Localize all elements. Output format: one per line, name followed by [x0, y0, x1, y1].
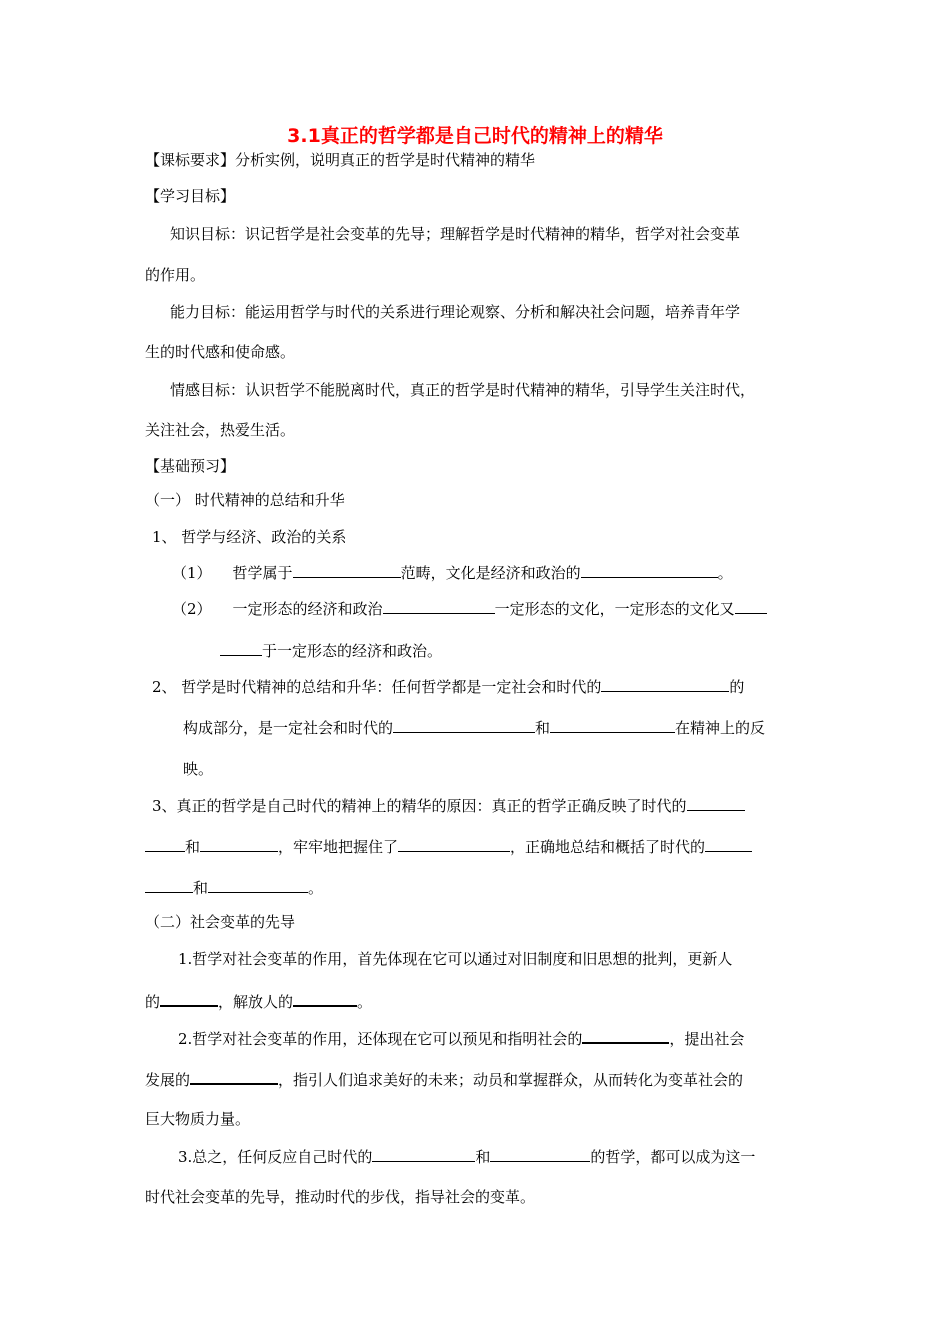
s2-item-1-cont	[145, 990, 372, 1012]
knowledge-objective-cont: 的作用。	[145, 266, 206, 284]
item-text: ，牢牢地把握住了	[278, 838, 399, 856]
emotion-objective-cont: 关注社会，热爱生活。	[145, 421, 296, 439]
fill-blank[interactable]	[208, 877, 308, 893]
list-item-1-2-cont	[220, 640, 442, 661]
item-text: 。	[308, 879, 324, 897]
objectives-heading: 【学习目标】	[145, 187, 236, 205]
curriculum-text: 分析实例，说明真正的哲学是时代精神的精华	[235, 151, 536, 169]
item-text: 。	[717, 564, 733, 582]
item-text: 。	[357, 993, 373, 1011]
item-text: 2、 哲学是时代精神的总结和升华：任何哲学都是一定社会和时代的	[152, 678, 602, 696]
fill-blank[interactable]	[220, 640, 262, 656]
fill-blank[interactable]	[160, 990, 218, 1007]
list-item-2-end: 映。	[183, 760, 214, 778]
fill-blank[interactable]	[145, 836, 185, 852]
item-text: 于一定形态的经济和政治。	[262, 642, 443, 660]
s2-item-2	[178, 1027, 744, 1049]
fill-blank[interactable]	[293, 990, 357, 1007]
preview-heading: 【基础预习】	[145, 457, 236, 475]
item-text: 一定形态的经济和政治	[232, 600, 383, 618]
item-text: 3、真正的哲学是自己时代的精神上的精华的原因：真正的哲学正确反映了时代的	[152, 797, 687, 815]
fill-blank[interactable]	[490, 1146, 590, 1162]
section-heading-1: （一） 时代精神的总结和升华	[145, 491, 345, 509]
item-text: 发展的	[145, 1071, 191, 1089]
item-text: 在精神上的反	[675, 719, 766, 737]
item-text: 和	[535, 719, 551, 737]
fill-blank[interactable]	[550, 717, 675, 733]
fill-blank[interactable]	[393, 717, 535, 733]
list-item-1-2	[172, 598, 767, 619]
fill-blank[interactable]	[582, 1027, 669, 1044]
item-text: ，指引人们追求美好的未来；动员和掌握群众，从而转化为变革社会的	[278, 1071, 744, 1089]
fill-blank[interactable]	[705, 836, 752, 852]
item-text: ，正确地总结和概括了时代的	[510, 838, 706, 856]
item-text: 和	[193, 879, 209, 897]
curriculum-heading: 【课标要求】	[145, 151, 236, 169]
section-heading-2: （二）社会变革的先导	[145, 913, 296, 931]
fill-blank[interactable]	[293, 562, 401, 578]
fill-blank[interactable]	[372, 1146, 475, 1162]
fill-blank[interactable]	[601, 676, 729, 692]
list-item-2	[152, 676, 744, 697]
item-text: 2.哲学对社会变革的作用，还体现在它可以预见和指明社会的	[178, 1030, 583, 1048]
fill-blank[interactable]	[735, 598, 767, 614]
s2-item-1: 1.哲学对社会变革的作用，首先体现在它可以通过对旧制度和旧思想的批判，更新人	[178, 950, 733, 968]
item-text: 构成部分，是一定社会和时代的	[183, 719, 394, 737]
item-text: 的哲学，都可以成为这一	[590, 1148, 756, 1166]
item-text: 3.总之，任何反应自己时代的	[178, 1148, 373, 1166]
emotion-objective: 情感目标：认识哲学不能脱离时代，真正的哲学是时代精神的精华，引导学生关注时代，	[170, 381, 756, 399]
fill-blank[interactable]	[200, 836, 278, 852]
ability-objective: 能力目标：能运用哲学与时代的关系进行理论观察、分析和解决社会问题，培养青年学	[170, 303, 741, 321]
list-item-1-1	[172, 562, 733, 583]
item-text: 和	[475, 1148, 491, 1166]
fill-blank[interactable]	[687, 795, 745, 811]
item-text: 和	[185, 838, 201, 856]
item-text: 哲学属于	[232, 564, 293, 582]
s2-item-2-end: 巨大物质力量。	[145, 1110, 251, 1128]
list-item-2-cont	[183, 717, 765, 738]
s2-item-3-cont: 时代社会变革的先导，推动时代的步伐，指导社会的变革。	[145, 1188, 536, 1206]
item-text: 一定形态的文化，一定形态的文化又	[494, 600, 735, 618]
fill-blank[interactable]	[383, 598, 495, 614]
item-text: 范畴，文化是经济和政治的	[400, 564, 581, 582]
knowledge-objective: 知识目标：识记哲学是社会变革的先导；理解哲学是时代精神的精华，哲学对社会变革	[170, 225, 741, 243]
item-text: ，解放人的	[218, 993, 294, 1011]
list-item-1: 1、 哲学与经济、政治的关系	[152, 528, 347, 546]
item-text: 的	[729, 678, 745, 696]
document-title: 3.1真正的哲学都是自己时代的精神上的精华	[287, 125, 663, 147]
fill-blank[interactable]	[581, 562, 718, 578]
fill-blank[interactable]	[190, 1068, 278, 1085]
list-item-3	[152, 795, 745, 816]
item-number: （1）	[172, 564, 212, 582]
fill-blank[interactable]	[398, 836, 510, 852]
s2-item-2-cont	[145, 1068, 743, 1090]
curriculum-line	[145, 150, 535, 170]
item-text: 的	[145, 993, 161, 1011]
list-item-3-end	[145, 877, 323, 898]
fill-blank[interactable]	[145, 877, 193, 893]
item-text: ，提出社会	[669, 1030, 745, 1048]
s2-item-3	[178, 1146, 755, 1167]
item-number: （2）	[172, 600, 212, 618]
list-item-3-cont	[145, 836, 752, 857]
ability-objective-cont: 生的时代感和使命感。	[145, 343, 296, 361]
